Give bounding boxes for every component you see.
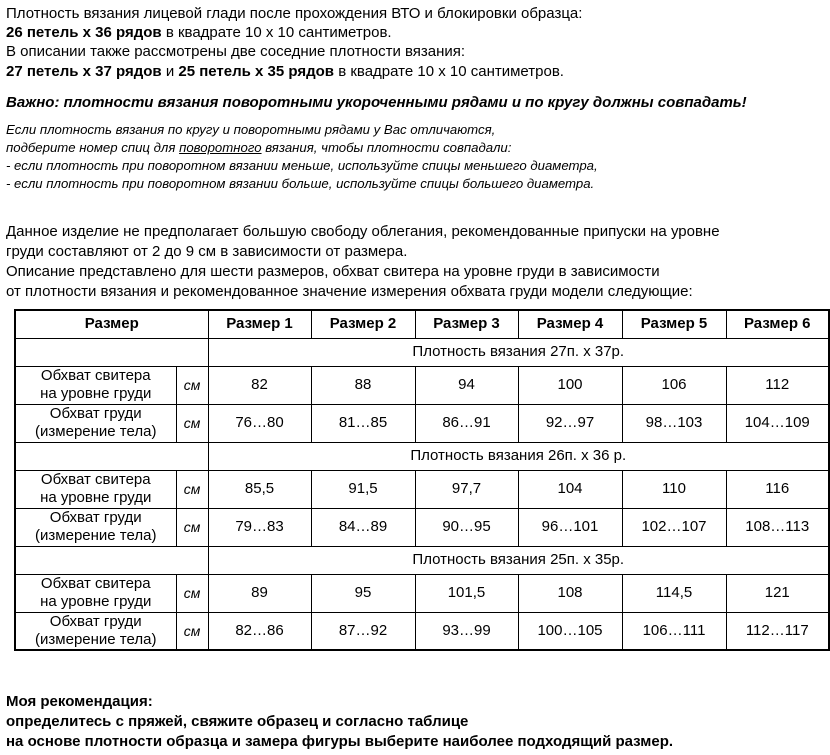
size-col-4: Размер 4 [518, 310, 622, 338]
note-line-3: - если плотность при поворотном вязании меньше, используйте спицы меньшего диаметра, [6, 158, 598, 173]
value-cell: 86…91 [415, 404, 518, 442]
value-cell: 112…117 [726, 612, 829, 650]
value-cell: 87…92 [311, 612, 415, 650]
value-cell: 90…95 [415, 508, 518, 546]
unit-cell: см [176, 508, 208, 546]
unit-cell: см [176, 574, 208, 612]
value-cell: 79…83 [208, 508, 311, 546]
gauge-section-row [15, 442, 829, 470]
row-label-line-2: на уровне груди [40, 385, 152, 402]
blank-cell [15, 546, 208, 574]
value-cell: 81…85 [311, 404, 415, 442]
value-cell: 84…89 [311, 508, 415, 546]
recommendation-line-2: определитесь с пряжей, свяжите образец и согласно таблице [6, 713, 469, 730]
intro-line-3: В описании также рассмотрены две соседние плотности вязания: [6, 43, 466, 60]
value-cell: 106 [622, 366, 726, 404]
note-line-2b: вязания, чтобы плотности совпадали: [261, 140, 512, 155]
gauge-section-title: Плотность вязания 27п. х 37р. [208, 338, 829, 366]
row-label-line-1: Обхват свитера [40, 471, 151, 488]
gauge-main-rest: в квадрате 10 х 10 сантиметров. [161, 24, 392, 41]
value-cell: 100…105 [518, 612, 622, 650]
value-cell: 106…111 [622, 612, 726, 650]
value-cell: 82 [208, 366, 311, 404]
table-row [15, 508, 829, 546]
row-label-line-2: (измерение тела) [35, 423, 157, 440]
unit-cell: см [176, 470, 208, 508]
value-cell: 96…101 [518, 508, 622, 546]
size-col-5: Размер 5 [622, 310, 726, 338]
desc-line-2: груди составляют от 2 до 9 см в зависимости от размера. [6, 243, 408, 260]
row-label [15, 508, 176, 546]
size-col-6: Размер 6 [726, 310, 829, 338]
intro-line-2 [6, 23, 392, 43]
gauge-alt-2: 25 петель х 35 рядов [178, 63, 335, 80]
blank-cell [15, 338, 208, 366]
row-label-line-1: Обхват груди [49, 405, 142, 422]
important-note: Важно: плотности вязания поворотными укороченными рядами и по кругу должны совпадать! [6, 94, 747, 111]
value-cell: 94 [415, 366, 518, 404]
value-cell: 108…113 [726, 508, 829, 546]
gauge-alt-rest: в квадрате 10 х 10 сантиметров. [334, 63, 564, 80]
size-table [14, 309, 830, 651]
row-label [15, 574, 176, 612]
desc-line-3: Описание представлено для шести размеров, обхват свитера на уровне груди в зависимости [6, 263, 660, 280]
gauge-and: и [161, 63, 179, 80]
note-line-2 [6, 139, 511, 157]
size-header: Размер [15, 310, 208, 338]
value-cell: 116 [726, 470, 829, 508]
gauge-section-row [15, 546, 829, 574]
intro-line-4 [6, 62, 564, 82]
table-row [15, 574, 829, 612]
value-cell: 108 [518, 574, 622, 612]
value-cell: 88 [311, 366, 415, 404]
row-label [15, 470, 176, 508]
unit-cell: см [176, 366, 208, 404]
size-col-1: Размер 1 [208, 310, 311, 338]
value-cell: 82…86 [208, 612, 311, 650]
table-header-row [15, 310, 829, 338]
note-line-1: Если плотность вязания по кругу и поворотными рядами у Вас отличаются, [6, 122, 496, 137]
note-underlined: поворотного [179, 140, 262, 155]
value-cell: 110 [622, 470, 726, 508]
note-line-4: - если плотность при поворотном вязании больше, используйте спицы большего диаметра. [6, 176, 595, 191]
unit-cell: см [176, 612, 208, 650]
desc-line-4: от плотности вязания и рекомендованное значение измерения обхвата груди модели следующие: [6, 283, 693, 300]
desc-line-1: Данное изделие не предполагает большую свободу облегания, рекомендованные припуски на уровне [6, 223, 720, 240]
gauge-section-row [15, 338, 829, 366]
size-col-2: Размер 2 [311, 310, 415, 338]
unit-cell: см [176, 404, 208, 442]
value-cell: 85,5 [208, 470, 311, 508]
gauge-alt-1: 27 петель х 37 рядов [6, 63, 162, 80]
intro-line-1: Плотность вязания лицевой глади после прохождения ВТО и блокировки образца: [6, 5, 583, 22]
table-row [15, 404, 829, 442]
row-label-line-1: Обхват груди [49, 612, 142, 630]
table-row [15, 470, 829, 508]
value-cell: 114,5 [622, 574, 726, 612]
value-cell: 91,5 [311, 470, 415, 508]
value-cell: 98…103 [622, 404, 726, 442]
recommendation-title: Моя рекомендация: [6, 693, 153, 710]
gauge-section-title: Плотность вязания 25п. х 35р. [208, 546, 829, 574]
value-cell: 92…97 [518, 404, 622, 442]
gauge-section-title: Плотность вязания 26п. х 36 р. [208, 442, 829, 470]
row-label-line-2: на уровне груди [40, 593, 152, 610]
value-cell: 76…80 [208, 404, 311, 442]
row-label-line-2: на уровне груди [40, 489, 152, 506]
value-cell: 97,7 [415, 470, 518, 508]
row-label-line-2: (измерение тела) [35, 630, 157, 648]
recommendation-line-3: на основе плотности образца и замера фигуры выберите наиболее подходящий размер. [6, 733, 674, 750]
row-label [15, 404, 176, 442]
row-label-line-1: Обхват груди [49, 509, 142, 526]
value-cell: 95 [311, 574, 415, 612]
value-cell: 104…109 [726, 404, 829, 442]
row-label-line-1: Обхват свитера [40, 367, 151, 384]
note-line-2a: подберите номер спиц для [6, 140, 180, 155]
row-label-line-1: Обхват свитера [40, 575, 151, 592]
value-cell: 102…107 [622, 508, 726, 546]
value-cell: 104 [518, 470, 622, 508]
size-col-3: Размер 3 [415, 310, 518, 338]
gauge-main: 26 петель х 36 рядов [6, 24, 162, 41]
value-cell: 93…99 [415, 612, 518, 650]
table-row [15, 612, 829, 650]
table-row [15, 366, 829, 404]
row-label [15, 366, 176, 404]
value-cell: 101,5 [415, 574, 518, 612]
row-label-line-2: (измерение тела) [35, 527, 157, 544]
value-cell: 121 [726, 574, 829, 612]
value-cell: 112 [726, 366, 829, 404]
row-label [15, 612, 176, 650]
value-cell: 100 [518, 366, 622, 404]
blank-cell [15, 442, 208, 470]
value-cell: 89 [208, 574, 311, 612]
